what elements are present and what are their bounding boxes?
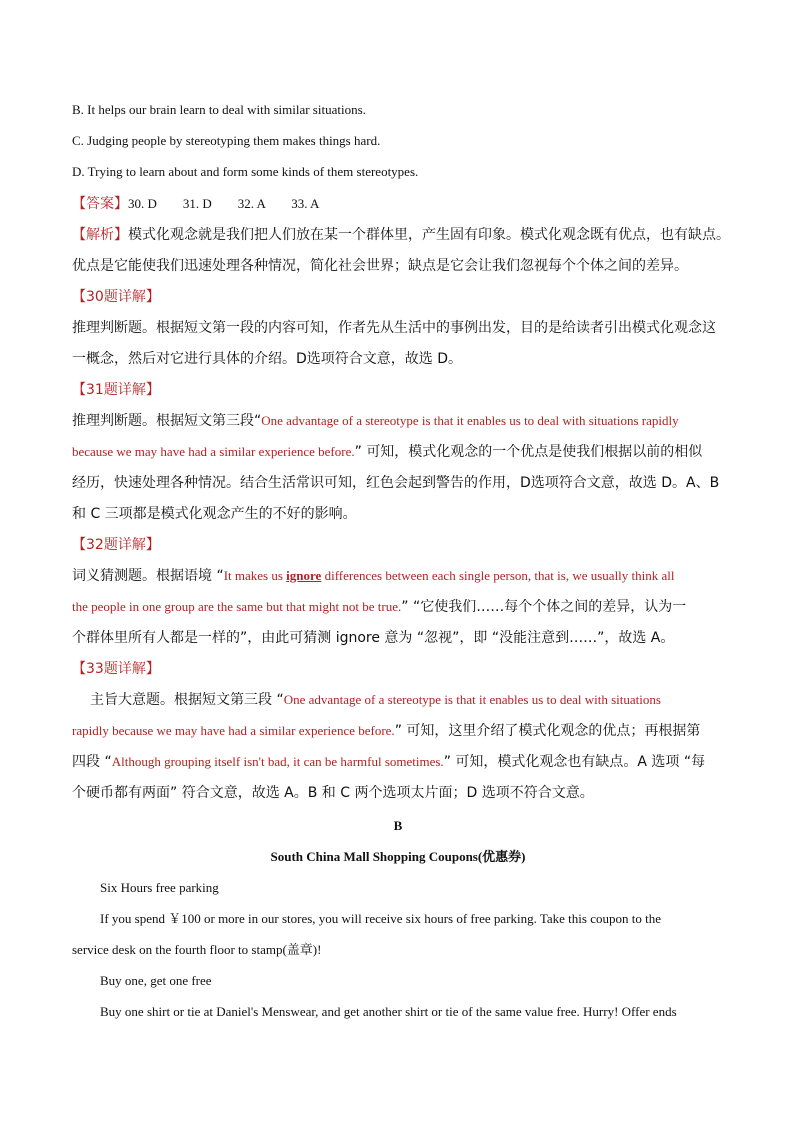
q30-line-2: 一概念，然后对它进行具体的介绍。D选项符合文意，故选 D。 — [72, 351, 463, 367]
answer-text: 30. D 31. D 32. A 33. A — [128, 196, 320, 211]
q31-line-1 — [72, 411, 679, 431]
q32-quote-2: the people in one group are the same but that might not be true. — [72, 599, 402, 614]
q31-line-1-cn: 推理判断题。根据短文第三段“ — [72, 413, 262, 429]
option-d: D. Trying to learn about and form some kinds of them stereotypes. — [72, 164, 419, 179]
q32-line-2 — [72, 597, 686, 617]
analysis-line-2: 优点是它能使我们迅速处理各种情况，简化社会世界；缺点是它会让我们忽视每个个体之间的差异。 — [72, 258, 688, 274]
answer-line — [72, 194, 319, 214]
q30-line-1: 推理判断题。根据短文第一段的内容可知，作者先从生活中的事例出发，目的是给读者引出模式化观念这 — [72, 320, 716, 336]
q32-line-2-cn: ” “它使我们……每个个体之间的差异，认为一 — [401, 599, 687, 615]
q32-keyword: ignore — [286, 568, 322, 583]
coupon-1-line-1: If you spend ￥100 or more in our stores, you will receive six hours of free parking. Take this coupon to the — [100, 911, 661, 926]
option-b: B. It helps our brain learn to deal with similar situations. — [72, 102, 366, 117]
q30-heading: 【30题详解】 — [72, 289, 160, 305]
q33-line-1-cn: 主旨大意题。根据短文第三段 “ — [90, 692, 284, 708]
q31-line-2 — [72, 442, 702, 462]
q33-quote-2: rapidly because we may have had a similar experience before. — [72, 723, 395, 738]
q33-line-2-cn: ” 可知，这里介绍了模式化观念的优点；再根据第 — [394, 723, 701, 739]
section-title: South China Mall Shopping Coupons(优惠券) — [270, 849, 526, 864]
q32-heading: 【32题详解】 — [72, 537, 160, 553]
q31-line-3: 经历，快速处理各种情况。结合生活常识可知，红色会起到警告的作用，D选项符合文意，故选 D。A、B — [72, 475, 720, 491]
q32-line-1 — [72, 566, 675, 586]
q33-line-3 — [72, 752, 705, 772]
q31-quote-1: One advantage of a stereotype is that it enables us to deal with situations rapidly — [261, 413, 679, 428]
coupon-1-line-2: service desk on the fourth floor to stamp(盖章)! — [72, 942, 322, 957]
coupon-1-title: Six Hours free parking — [100, 880, 219, 895]
q33-line-3-cn-b: ” 可知，模式化观念也有缺点。A 选项 “每 — [443, 754, 706, 770]
q33-line-1 — [72, 690, 661, 710]
q32-quote-1a: It makes us — [223, 568, 287, 583]
q33-quote-1: One advantage of a stereotype is that it enables us to deal with situations — [283, 692, 661, 707]
q31-line-2-cn: ” 可知，模式化观念的一个优点是使我们根据以前的相似 — [354, 444, 703, 460]
q32-line-3: 个群体里所有人都是一样的”，由此可猜测 ignore 意为 “忽视”，即 “没能注意到……”，故选 A。 — [72, 630, 675, 646]
analysis-label: 【解析】 — [72, 227, 128, 243]
q33-line-4: 个硬币都有两面” 符合文意，故选 A。B 和 C 两个选项太片面；D 选项不符合文意。 — [72, 785, 594, 801]
option-c: C. Judging people by stereotyping them makes things hard. — [72, 133, 381, 148]
coupon-2-title: Buy one, get one free — [100, 973, 212, 988]
q33-heading: 【33题详解】 — [72, 661, 160, 677]
analysis-line-1 — [72, 225, 730, 245]
answer-label: 【答案】 — [72, 196, 128, 212]
q31-line-4: 和 C 三项都是模式化观念产生的不好的影响。 — [72, 506, 357, 522]
q33-quote-3: Although grouping itself isn't bad, it can be harmful sometimes. — [111, 754, 444, 769]
q32-quote-1b: differences between each single person, that is, we usually think all — [321, 568, 675, 583]
q31-quote-2: because we may have had a similar experience before. — [72, 444, 355, 459]
analysis-text-1: 模式化观念就是我们把人们放在某一个群体里，产生固有印象。模式化观念既有优点，也有缺点。 — [128, 227, 730, 243]
section-letter: B — [393, 818, 403, 833]
coupon-2-line-1: Buy one shirt or tie at Daniel's Menswear, and get another shirt or tie of the same value free. Hurry! Offer ends — [100, 1004, 677, 1019]
q31-heading: 【31题详解】 — [72, 382, 160, 398]
q33-line-2 — [72, 721, 700, 741]
q32-line-1-cn: 词义猜测题。根据语境 “ — [72, 568, 224, 584]
q33-line-3-cn-a: 四段 “ — [72, 754, 112, 770]
